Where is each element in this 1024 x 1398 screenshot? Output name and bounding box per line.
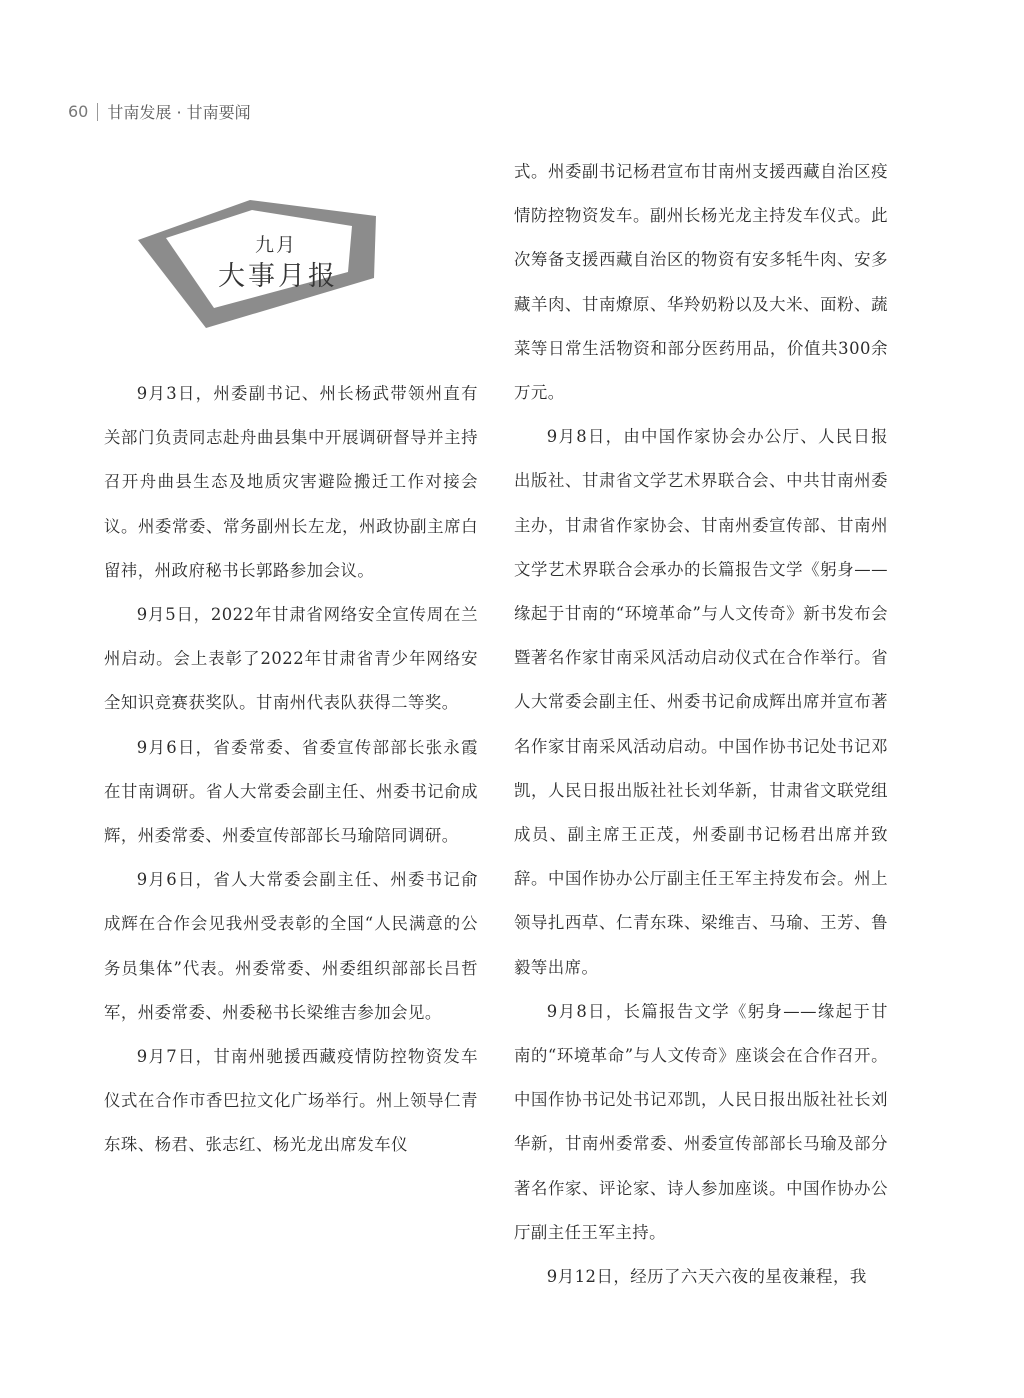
news-item: 9月5日，2022年甘肃省网络安全宣传周在兰州启动。会上表彰了2022年甘肃省青少年网络安全知识竞赛获奖队。甘南州代表队获得二等奖。 (104, 605, 478, 713)
news-item: 9月3日，州委副书记、州长杨武带领州直有关部门负责同志赴舟曲县集中开展调研督导并主持召开舟曲县生态及地质灾害避险搬迁工作对接会议。州委常委、常务副州长左龙，州政协副主席白留祎，州政府秘书长郭路参加会议。 (104, 384, 478, 580)
news-item: 9月6日，省委常委、省委宣传部部长张永霞在甘南调研。省人大常委会副主任、州委书记俞成辉，州委常委、州委宣传部部长马瑜陪同调研。 (104, 737, 478, 846)
right-column (514, 150, 888, 1299)
page-number: 60 (68, 102, 89, 121)
badge-month: 九月 (255, 234, 298, 256)
news-item: 9月8日，长篇报告文学《躬身——缘起于甘南的“环境革命”与人文传奇》座谈会在合作召开。中国作协书记处书记邓凯，人民日报出版社社长刘华新，甘南州委常委、州委宣传部部长马瑜及部分著名作家、评论家、诗人参加座谈。中国作协办公厅副主任王军主持。 (514, 1001, 888, 1242)
badge-title: 大事月报 (218, 261, 338, 292)
section-title: 甘南发展 · 甘南要闻 (107, 103, 251, 122)
news-item: 9月6日，省人大常委会副主任、州委书记俞成辉在合作会见我州受表彰的全国“人民满意的公务员集体”代表。州委常委、州委组织部部长吕哲军，州委常委、州委秘书长梁维吉参加会见。 (104, 870, 478, 1022)
news-item-continued: 式。州委副书记杨君宣布甘南州支援西藏自治区疫情防控物资发车。副州长杨光龙主持发车仪式。此次筹备支援西藏自治区的物资有安多牦牛肉、安多藏羊肉、甘南燎原、华羚奶粉以及大米、面粉、蔬菜等日常生活物资和部分医药用品，价值共300余万元。 (514, 162, 888, 403)
page-header (68, 100, 251, 123)
month-badge (128, 196, 380, 336)
news-item: 9月12日，经历了六天六夜的星夜兼程，我 (546, 1267, 867, 1287)
header-divider (97, 103, 98, 121)
left-column (104, 372, 478, 1168)
news-item: 9月8日，由中国作家协会办公厅、人民日报出版社、甘肃省文学艺术界联合会、中共甘南州委主办，甘肃省作家协会、甘南州委宣传部、甘南州文学艺术界联合会承办的长篇报告文学《躬身——缘起于甘南的“环境革命”与人文传奇》新书发布会暨著名作家甘南采风活动启动仪式在合作举行。省人大常委会副主任、州委书记俞成辉出席并宣布著名作家甘南采风活动启动。中国作协书记处书记邓凯，人民日报出版社社长刘华新，甘肃省文联党组成员、副主席王正茂，州委副书记杨君出席并致辞。中国作协办公厅副主任王军主持发布会。州上领导扎西草、仁青东珠、梁维吉、马瑜、王芳、鲁毅等出席。 (514, 427, 888, 977)
news-item: 9月7日，甘南州驰援西藏疫情防控物资发车仪式在合作市香巴拉文化广场举行。州上领导仁青东珠、杨君、张志红、杨光龙出席发车仪 (104, 1047, 478, 1155)
